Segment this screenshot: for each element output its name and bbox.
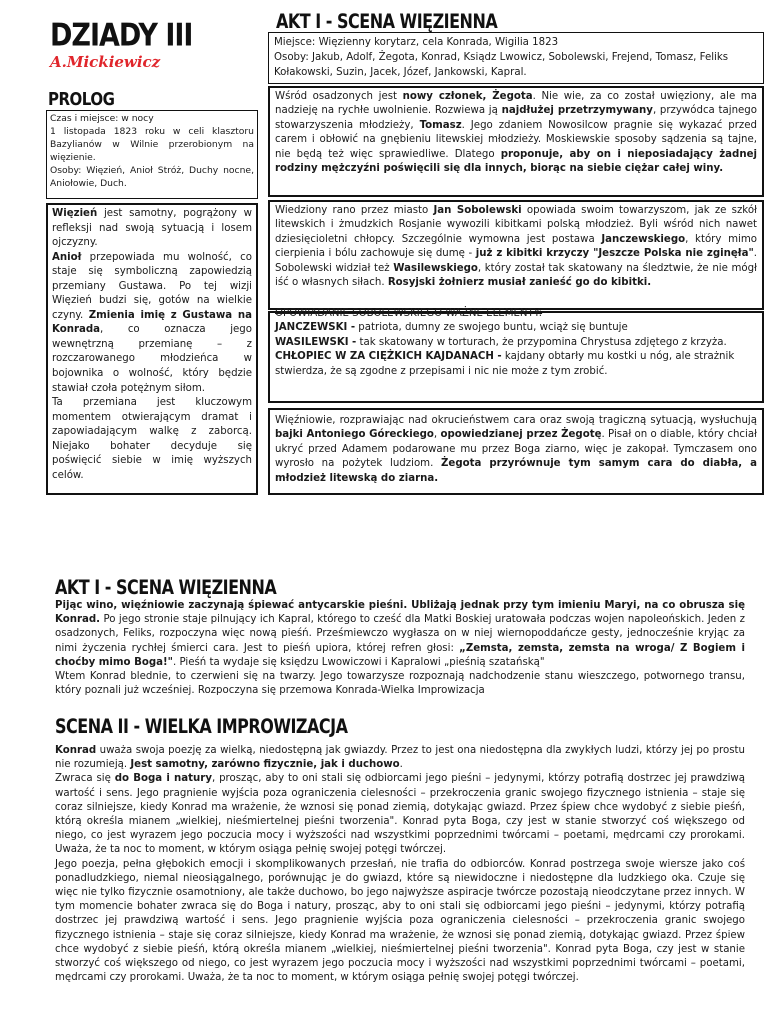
bold-text: Żegota przyrównuje tym samym cara do diabła, a młodzież litewską do ziarna. (275, 458, 757, 484)
akt1-bajka-box (268, 408, 764, 495)
text: . Jego zdaniem Nowosilcow pragnie się wykazać przed carem i obłowić na gnębieniu litewskiej młodzieży. Moskiewskie sposoby sądzenia są tajne, nie będą też więc sprawiedliwe. Dlatego (275, 119, 757, 160)
text: , (433, 429, 441, 441)
bold-text: Anioł (52, 251, 82, 263)
elements-header: OPOWIADANIE SOBOLEWSKIEGO WAŻNE ELEMENTY: (275, 308, 543, 319)
text: . Pieśń ta wydaje się księdzu Lwowiczowi i Kapralowi „pieśnią szatańską" (172, 656, 545, 668)
text: Wśród osadzonych jest (275, 91, 403, 102)
akt1-heading-top: AKT I - SCENA WIĘZIENNA (276, 10, 498, 33)
text: , prosząc, aby to oni stali się odbiorcami jego pieśni – jedynymi, którzy potrafią dostrzec jej prawdziwą wartość i sens. Jego pragnienie wyjścia poza ograniczenia cielesności – przekroczenia granic swojego fizycznego istnienia – staje się coraz silniejsze, kiedy Konrad ma wrażenie, że wznosi się ponad ziemią, dotykając gwiazd. Przez śpiew chce wydobyć z siebie pieśń, którą określa mianem „wielkiej, nieśmiertelnej pieśni tworzenia". Konrad pyta Boga, czy jest w stanie stworzyć coś większego od niego, co jest wyrazem jego poczucia mocy i wyższości nad wszystkimi poprzednimi twórcami – poetami, mędrcami czy prorokami. Uważa, że ta noc to moment, w którym osiąga pełnię swojej potęgi twórczej. (55, 773, 745, 856)
bold-text: Jest samotny, zarówno fizycznie, jak i duchowo (130, 759, 400, 771)
prolog-para-1 (52, 207, 252, 251)
scena2-para-2 (55, 772, 745, 857)
bold-text: Tomasz (419, 119, 462, 131)
bold-text: nowy członek, Żegota (402, 91, 533, 102)
bold-text: do Boga i natury (114, 773, 212, 785)
akt1-persons: Osoby: Jakub, Adolf, Żegota, Konrad, Ksiądz Lwowicz, Sobolewski, Frejend, Tomasz, Feliks Kołakowski, Suzin, Jacek, Józef, Jankowski, Kapral. (274, 52, 729, 78)
document-title: DZIADY III (50, 18, 193, 54)
text: Więźniowie, rozprawiając nad okrucieństwem cara oraz swoją tragiczną sytuacją, wysłuchują (275, 415, 757, 426)
akt1-info-box (268, 32, 764, 84)
akt1-bottom-text (55, 599, 745, 698)
text: . (399, 759, 403, 771)
prolog-para-2 (52, 251, 252, 396)
bold-text: Pijąc wino, więźniowie zaczynają śpiewać antycarskie pieśni. Ubliżają jednak przy tym imieniu Maryi, na co obrusza się Konrad. (55, 600, 745, 626)
akt1-elements-box (268, 308, 764, 403)
element-chlopiec (275, 350, 757, 379)
text: , co oznacza jego wewnętrzną przemianę – z rozczarowanego młodzieńca w bojownika o wolność, który będzie stawiał czoła potężnym siłom. (52, 324, 252, 394)
text: , przywódca tajnego stowarzyszenia młodzieży, (275, 105, 757, 131)
scena2-para-1 (55, 744, 745, 772)
bold-text: już z kibitki krzyczy "Jeszcze Polska nie zginęła" (475, 248, 754, 260)
akt1-place: Miejsce: Więzienny korytarz, cela Konrada, Wigilia 1823 (274, 37, 559, 48)
text: Zwraca się (55, 773, 115, 785)
akt1-bottom-para-2: Wtem Konrad blednie, to czerwieni się na twarzy. Jego towarzysze rozpoznają nadchodzenie stanu wieszczego, potwornego transu, który poznali już wcześniej. Rozpoczyna się przemowa Konrada-Wielka Improwizacja (55, 671, 745, 697)
scena2-text (55, 744, 745, 985)
text: . Sobolewski widział też (275, 248, 758, 274)
text: . Nie wie, za co został uwięziony, ale ma nadzieję na rychłe uwolnienie. Rozwiewa ją (275, 91, 757, 117)
bold-text: najdłużej przetrzymywany (501, 105, 653, 117)
text: tak skatowany w torturach, że przypomina Chrystusa zdjętego z krzyża. (356, 336, 727, 348)
text: uważa swoja poezję za wielką, niedostępną jak gwiazdy. Przez to jest ona niedostępna dla zwykłych ludzi, którzy jej po prostu nie rozumieją. (55, 745, 745, 771)
bold-text: Rosyjski żołnierz musiał zanieść go do kibitki. (387, 277, 652, 289)
bold-text: bajki Antoniego Góreckiego (275, 429, 434, 441)
text: , który został tak skatowany na śledztwie, że nie mógł iść o własnych siłach. (275, 262, 757, 289)
bold-text: „Zemsta, zemsta, zemsta na wroga/ Z Bogiem i choćby mimo Boga!" (55, 642, 745, 668)
prolog-info-box (46, 110, 258, 199)
akt1-sobolewski-box (268, 200, 764, 310)
text: przepowiada mu wolność, co staje się symboliczną zapowiedzią przemiany Gustawa. Po tej wizji Więzień budzi się, gotów na wielkie czyny. (52, 251, 252, 321)
bold-text: opowiedzianej przez Żegotę (440, 429, 602, 441)
prolog-place: 1 listopada 1823 roku w celi klasztoru Bazylianów w Wilnie przerobionym na więzienie. (50, 126, 254, 163)
element-janczewski (275, 321, 757, 335)
text: Po jego stronie staje pilnujący ich Kapral, którego to cześć dla Matki Boskiej uratowała podczas wojen napoleońskich. Jeden z osadzonych, Feliks, rozpoczyna więc nową pieśń. Prześmiewczo wygłasza on w niej wiernopoddańcze gesty, jednocześnie kryjąc za nimi życzenia rychłej śmierci cara. Jest to pieśń upiora, której refren głosi: (55, 614, 745, 654)
bold-text: proponuje, aby on i nieposiadający żadnej rodziny mężczyźni poświęcili się dla innych, biorąc na siebie ciężar całej winy. (275, 148, 757, 175)
text: . Pisał on o diable, który chciał ukryć przed Adamem podarowane mu przez Boga ziarno, więc je zakopał. Tymczasem ono wyrosło na pożytek ludziom. (275, 429, 757, 470)
bold-text: Zmienia imię z Gustawa na Konrada (52, 309, 252, 336)
bold-text: CHŁOPIEC W ZA CIĘŻKICH KAJDANACH - (275, 351, 502, 363)
text: kajdany obtarły mu kostki u nóg, ale strażnik stwierdza, że są zgodne z przepisami i nic nie może z tym zrobić. (275, 351, 735, 377)
bold-text: WASILEWSKI - (275, 336, 357, 348)
element-wasilewski (275, 336, 757, 350)
prolog-time: Czas i miejsce: w nocy (50, 113, 154, 124)
text: jest samotny, pogrążony w refleksji nad swoją sytuacją i losem ojczyzny. (52, 208, 252, 249)
text: opowiada swoim towarzyszom, jak ze szkół litewskich i żmudzkich Rosjanie wywozili kibitkami polską młodzież. Byli wśród nich nawet dziesięcioletni chłopcy. Szczególnie wymowna jest postawa (275, 205, 757, 245)
prolog-heading: PROLOG (48, 88, 115, 110)
bold-text: Jan Sobolewski (433, 205, 522, 216)
document-author: A.Mickiewicz (50, 53, 161, 71)
text: patriota, dumny ze swojego buntu, wciąż się buntuje (355, 322, 628, 334)
prolog-persons: Osoby: Więzień, Anioł Stróż, Duchy nocne, Aniołowie, Duch. (50, 165, 254, 189)
bold-text: Janczewskiego (601, 233, 686, 245)
bold-text: Konrad (55, 745, 97, 756)
prolog-summary-box (46, 203, 258, 495)
scena2-heading: SCENA II - WIELKA IMPROWIZACJA (55, 715, 348, 738)
akt1-heading-bottom: AKT I - SCENA WIĘZIENNA (55, 576, 277, 599)
scena2-para-3: Jego poezja, pełna głębokich emocji i skomplikowanych przesłań, nie trafia do odbiorców. Konrad postrzega swoje wiersze jako coś ponadludzkiego, niemal nieosiągalnego, porównując je do gwiazd, które są niewidoczne i niedostępne dla ludzkiego oka. Czuje się więc nie tylko fizycznie osamotniony, ale także duchowo, bo jego najwyższe aspiracje twórcze pozostają nieodczytane przez innych. W tym momencie bohater zwraca się do Boga i natury, prosząc, aby to oni stali się odbiorcami jego pieśni – jedynymi, którzy potrafią dostrzec jej prawdziwą wartość i sens. Jego pragnienie wyjścia poza ograniczenia cielesności – przekroczenia granic swojego fizycznego istnienia – staje się coraz silniejsze, kiedy Konrad ma wrażenie, że wznosi się ponad ziemią, dotykając gwiazd. Przez śpiew chce wydobyć z siebie pieśń, którą określa mianem „wielkiej, nieśmiertelnej pieśni tworzenia". Konrad pyta Boga, czy jest w stanie stworzyć coś większego od niego, co jest wyrazem jego poczucia mocy i wyższości nad wszystkimi poprzednimi twórcami – poetami, mędrcami czy prorokami. Uważa, że ta noc to moment, w którym osiąga pełnię swojej potęgi twórczej. (55, 858, 745, 984)
bold-text: Więzień (52, 208, 98, 219)
text: , który mimo cierpienia i bólu zachowuje się dumę - (275, 233, 757, 260)
bold-text: Wasilewskiego (393, 262, 478, 274)
akt1-zegota-box (268, 86, 764, 197)
prolog-para-3: Ta przemiana jest kluczowym momentem otwierającym dramat i zapowiadającym walkę z zaborcą. Niejako bohater decyduje się poświęcić siebie w imię wyższych celów. (52, 397, 252, 481)
text: Wiedziony rano przez miasto (275, 205, 434, 216)
bold-text: JANCZEWSKI - (275, 322, 356, 334)
